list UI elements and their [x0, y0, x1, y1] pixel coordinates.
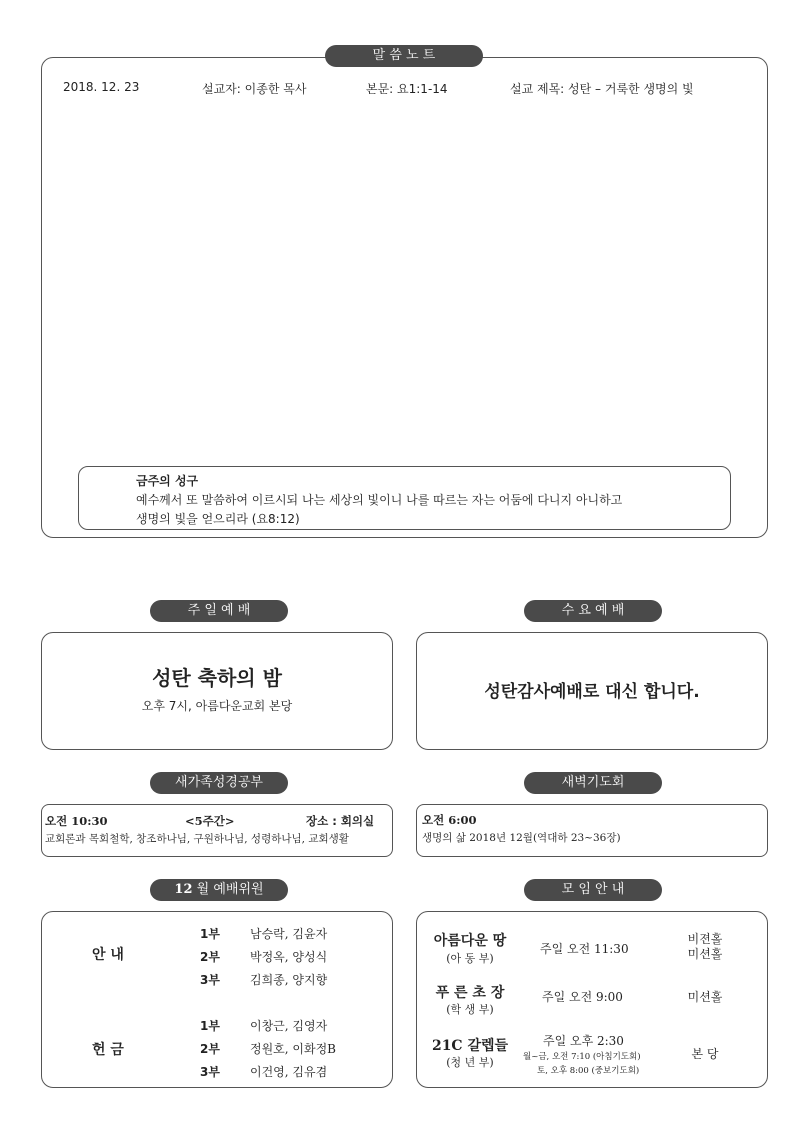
family-study-weeks: <5주간> [185, 814, 235, 828]
sermon-note-header: 말 씀 노 트 [325, 45, 483, 67]
gathering-sub: (아 동 부) [446, 952, 494, 965]
sermon-scripture: 본문: 요1:1-14 [366, 82, 448, 96]
committee-names: 김희종, 양지향 [250, 973, 328, 987]
committee-header [150, 879, 288, 901]
gathering-place: 비젼홀 [687, 932, 723, 946]
gathering-name: 21C 갈렙들 [431, 1038, 509, 1054]
dawn-prayer-header: 새벽기도회 [524, 772, 662, 794]
family-study-time: 오전 10:30 [45, 814, 108, 828]
committee-names: 박정옥, 양성식 [250, 950, 328, 964]
weekly-verse-heading: 금주의 성구 [136, 474, 199, 488]
gathering-extra: 토, 오후 8:00 (중보기도회) [537, 1066, 640, 1076]
committee-group-usher: 안 내 [92, 947, 124, 963]
sunday-service-title: 성탄 축하의 밤 [152, 666, 282, 690]
committee-part: 1부 [200, 1019, 220, 1033]
sermon-title: 설교 제목: 성탄 – 거룩한 생명의 빛 [510, 82, 694, 96]
committee-part: 2부 [200, 1042, 220, 1056]
committee-month: 12 [174, 882, 193, 897]
dawn-prayer-time: 오전 6:00 [422, 813, 477, 827]
gathering-name: 푸 른 초 장 [435, 985, 505, 1001]
gathering-place: 미션홀 [687, 990, 723, 1004]
gathering-place: 본 당 [691, 1047, 719, 1061]
gathering-time: 주일 오전 11:30 [540, 942, 629, 956]
sermon-preacher: 설교자: 이종한 목사 [202, 82, 307, 96]
family-study-topics: 교회론과 목회철학, 창조하나님, 구원하나님, 성령하나님, 교회생활 [45, 833, 349, 845]
sunday-service-header: 주 일 예 배 [150, 600, 288, 622]
sunday-service-box [41, 632, 393, 750]
gathering-time: 주일 오후 2:30 [543, 1034, 624, 1048]
committee-part: 3부 [200, 1065, 220, 1079]
wednesday-service-message: 성탄감사예배로 대신 합니다. [484, 682, 700, 702]
gathering-extra: 월~금, 오전 7:10 (아침기도회) [523, 1052, 641, 1062]
gathering-sub: (학 생 부) [446, 1003, 494, 1016]
gathering-time: 주일 오전 9:00 [542, 990, 623, 1004]
committee-part: 3부 [200, 973, 220, 987]
gathering-name: 아름다운 땅 [433, 933, 507, 949]
committee-names: 이건영, 김유겸 [250, 1065, 328, 1079]
family-study-place: 장소 : 회의실 [306, 814, 375, 828]
committee-group-offering: 헌 금 [92, 1042, 124, 1058]
gathering-place: 미션홀 [687, 947, 723, 961]
gatherings-header: 모 임 안 내 [524, 879, 662, 901]
committee-names: 이창근, 김영자 [250, 1019, 328, 1033]
weekly-verse-line-2: 생명의 빛을 얻으리라 (요8:12) [136, 512, 300, 526]
committee-header-suffix: 월 예배위원 [196, 882, 264, 897]
committee-part: 1부 [200, 927, 220, 941]
committee-names: 남승락, 김윤자 [250, 927, 328, 941]
committee-names: 정원호, 이화정B [250, 1042, 336, 1056]
weekly-verse-line-1: 예수께서 또 말씀하여 이르시되 나는 세상의 빛이니 나를 따르는 자는 어둠에 다니지 아니하고 [136, 493, 623, 507]
sermon-date: 2018. 12. 23 [63, 80, 140, 94]
committee-part: 2부 [200, 950, 220, 964]
sunday-service-detail: 오후 7시, 아름다운교회 본당 [141, 699, 293, 713]
family-bible-study-header: 새가족성경공부 [150, 772, 288, 794]
dawn-prayer-detail: 생명의 삶 2018년 12월(역대하 23~36장) [422, 832, 621, 844]
wednesday-service-header: 수 요 예 배 [524, 600, 662, 622]
gathering-sub: (청 년 부) [446, 1056, 494, 1069]
